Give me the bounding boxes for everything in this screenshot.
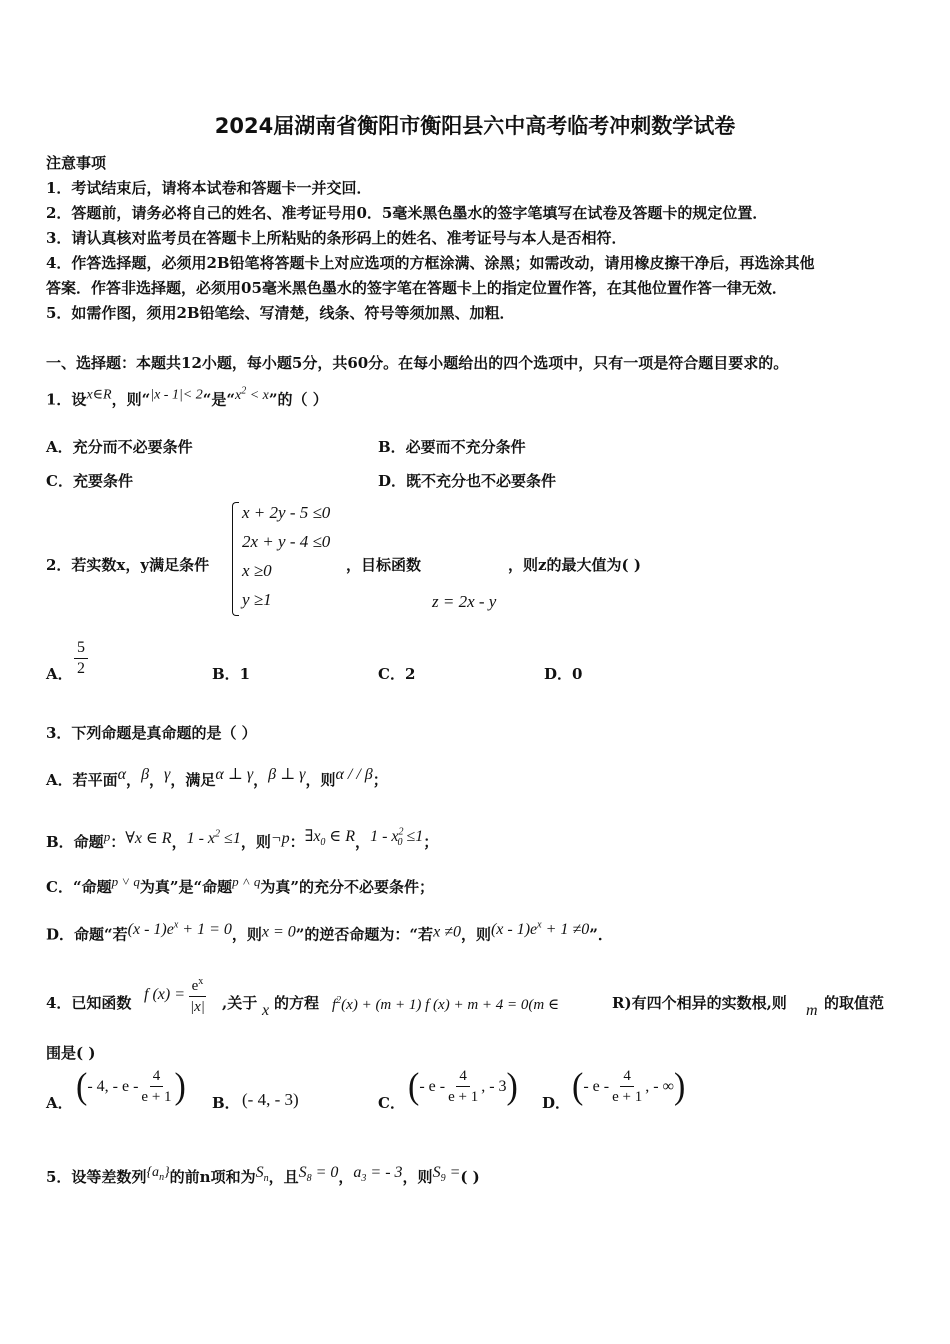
q4-text: 的方程 [274,994,320,1012]
q3c-expr: p ˄ q [232,874,261,889]
q1-mid1: ，则“ [111,390,151,409]
q4a-pre: - 4, - e - [87,1077,139,1095]
q3b-sep: ， [171,833,187,851]
q3b-text: ，则 [240,833,271,851]
q5-a3-sub: 3 [361,1173,367,1185]
q5-s8-val: = 0 [311,1164,339,1181]
q4-option-b: (- 4, - 3) [242,1090,299,1109]
q2-option-c: C．2 [378,665,416,683]
q3b-sep: ， [355,833,371,851]
notice-item: 3．请认真核对监考员在答题卡上所粘贴的条形码上的姓名、准考证号与本人是否相符． [46,229,627,247]
q5-s9: S [432,1164,441,1181]
q4-eq-rest: (x) + (m + 1) f (x) + m + 4 = 0(m ∈ [341,997,560,1013]
q4-option-d-label: D． [542,1094,571,1112]
q4c-post: , - 3 [481,1077,507,1095]
q3b-sep: ： [289,833,305,851]
q3a-sep: ， [149,771,165,789]
q2-system-row: x + 2y - 5 ≤0 [242,503,331,522]
frac-num: 4 [620,1066,634,1087]
q3a-text: ，则 [305,771,336,789]
question-1 [46,385,328,410]
q1-mid2: “是“ [202,390,236,409]
q4-f-num-exp: x [198,976,204,987]
q3c-expr: p ˅ q [111,874,140,889]
q3-option-a [46,764,388,790]
q1-option-d: D．既不充分也不必要条件 [378,472,557,490]
q3a-end: ； [372,771,388,789]
q3c-text: 为真”是“命题 [139,878,233,896]
question-5 [46,1164,480,1187]
q2-system-row: y ≥1 [242,590,272,609]
q5-text: ( ) [460,1168,480,1186]
q1-option-b: B．必要而不充分条件 [378,438,526,456]
q5-s8: S [298,1164,307,1181]
q3a-text: ，满足 [170,771,216,789]
q4-m: m [806,1002,818,1019]
notice-item: 答案．作答非选择题，必须用05毫米黑色墨水的签字笔在答题卡上的指定位置作答，在其他位置作答一律无效． [46,279,787,297]
q5-s-sub: n [263,1173,269,1185]
q5-s: S [255,1164,264,1181]
q1-option-a: A．充分而不必要条件 [46,438,193,456]
q4-text: 围是( ) [46,1044,96,1062]
q3b-s2-rest: ≤1 [220,830,241,847]
q5-s9-val: = [445,1164,461,1181]
q4-option-a: ( - 4, - e - $\frac{4}{e + 1}$ ) [76,1065,186,1107]
q4d-post: , - ∞ [645,1077,674,1095]
q2-system-row: 2x + y - 4 ≤0 [242,532,331,551]
q3b-np: ¬p [270,830,290,847]
frac-den: e + 1 [448,1089,479,1105]
q3a-rel: α ⊥ γ [215,766,254,783]
q3d-exp: x [537,920,542,931]
q5-a3-val: = - 3 [366,1164,403,1181]
q2-prefix: 2．若实数x，y满足条件 [46,556,210,574]
q5-text: 5．设等差数列 [46,1168,147,1186]
q3d-expr: (x - 1)e [127,921,174,939]
q4c-pre: - e - [419,1077,446,1095]
q2-objective: z = 2x - y [432,592,497,611]
notice-item: 5．如需作图，须用2B铅笔绘、写清楚，线条、符号等须加黑、加粗． [46,304,515,322]
q2-suffix: ，则z的最大值为( ) [508,556,641,574]
q5-text: ，则 [402,1168,433,1186]
q4-eq: f [332,997,337,1013]
q5-a3: a [353,1164,362,1181]
q3-stem: 3．下列命题是真命题的是（ ） [46,724,257,742]
section-heading: 一、选择题：本题共12小题，每小题5分，共60分。在每小题给出的四个选项中，只有一项是符合题目要求的。 [46,354,789,372]
q3a-rel: β ⊥ γ [268,766,306,783]
q3b-s3-rest: ∈ R [325,828,356,845]
q3d-expr-rest: + 1 = 0 [178,921,232,939]
q5-text: ， [338,1168,354,1186]
q3b-s2-exp: 2 [215,828,221,840]
q3a-gamma: γ [164,766,171,783]
q3b-s2: 1 - x [186,830,216,847]
q3d-expr-rest: + 1 ≠0 [541,921,590,939]
q3-option-d [46,920,613,944]
q4-f-num: e [191,978,199,994]
q3b-p: p [103,829,111,844]
q4-text: 的取值范 [824,994,885,1012]
q4-equation [332,995,559,1014]
q2-option-a-frac [74,638,88,679]
q3a-alpha: α [117,766,127,783]
q3d-expr: (x - 1)e [490,921,538,939]
q3a-label: A．若平面 [46,771,118,789]
q3d-text: ，则 [460,925,491,944]
q2-system-row: x ≥0 [242,561,272,580]
q3b-s4-rest: ≤1 [402,828,424,845]
q3d-text: ”． [589,925,613,944]
frac-num: 4 [456,1066,470,1087]
q3a-beta: β [141,766,150,783]
q3d-text: ，则 [231,925,262,944]
q4-eq-exp: 2 [336,995,342,1006]
q3a-sep: ， [253,771,269,789]
notice-item: 4．作答选择题，必须用2B铅笔将答题卡上对应选项的方框涂满、涂黑；如需改动，请用橡皮擦干净后，再选涂其他 [46,254,815,272]
q1-expr2-rest: < x [246,387,269,403]
q4-f-den: |x| [190,999,205,1015]
q1-expr2-base: x [235,387,242,403]
q2-option-b: B．1 [212,665,251,683]
q1-cond: x∈R [86,387,112,403]
q3b-end: ； [423,833,439,851]
q3b-s4-sub: 0 [397,837,403,849]
q5-text: 的前n项和为 [169,1168,256,1186]
q4-option-d: ( - e - $\frac{4}{e + 1}$ , - ∞ ) [572,1065,686,1107]
q4-function [144,972,208,1017]
notice-heading: 注意事项 [46,154,107,172]
q4-f-lhs: f (x) = [144,985,185,1003]
q3b-s1: ∀x ∈ R [125,830,172,847]
q3c-text: 为真”的充分不必要条件； [260,878,435,896]
q3b-sep: ： [110,833,126,851]
q2-option-d: D．0 [544,665,583,683]
q3c-text: C．“命题 [46,878,112,896]
q3d-exp: x [173,920,179,931]
q3-option-b [46,826,438,852]
q1-prefix: 1．设 [46,390,87,409]
system-brace [232,502,239,616]
q3d-text: ”的逆否命题为：“若 [295,925,434,944]
q3d-text: D．命题“若 [46,925,128,944]
q3a-sep: ， [126,771,142,789]
q5-s8-sub: 8 [306,1173,312,1185]
q4-option-a-label: A． [46,1094,73,1112]
q1-suffix: ”的（ ） [268,390,328,409]
frac-num: 4 [150,1066,164,1087]
notice-item: 2．答题前，请务必将自己的姓名、准考证号用0．5毫米黑色墨水的签字笔填写在试卷及答题卡的规定位置． [46,204,768,222]
q4-x: x [262,1002,270,1019]
q1-option-c: C．充要条件 [46,472,133,490]
q3b-s3: ∃x [304,828,321,845]
q1-expr1: |x - 1|< 2 [150,387,203,403]
q2-option-a-label: A． [46,665,73,683]
q3b-s4-sup: 2 [398,826,404,838]
frac-den: e + 1 [612,1089,643,1105]
frac-den: e + 1 [141,1089,172,1105]
q3b-label: B．命题 [46,833,104,851]
frac-den: 2 [77,660,85,677]
q3d-expr: x ≠0 [433,923,461,941]
q5-text: ，且 [268,1168,299,1186]
frac-num: 5 [74,638,88,659]
q1-expr2-exp: 2 [241,385,247,396]
q4-option-b-label: B． [212,1094,240,1112]
q4-text: R)有四个相异的实数根,则 [612,994,787,1012]
q3b-s4: 1 - x [370,828,399,845]
q2-mid: ，目标函数 [346,556,422,574]
q4-text: ,关于 [222,994,258,1012]
q4-option-c: ( - e - $\frac{4}{e + 1}$ , - 3 ) [408,1065,518,1107]
q5-seq-sub: n [159,1171,165,1183]
page-title: 2024届湖南省衡阳市衡阳县六中高考临考冲刺数学试卷 [214,114,736,138]
q5-s9-sub: 9 [440,1173,446,1185]
q4d-pre: - e - [583,1077,610,1095]
q3-option-c [46,874,434,897]
q3b-s3-sub: 0 [320,837,326,849]
q4-option-c-label: C． [378,1094,405,1112]
notice-item: 1．考试结束后，请将本试卷和答题卡一并交回． [46,179,372,197]
q4-text: 4．已知函数 [46,994,132,1012]
q5-seq-end: } [164,1165,170,1180]
q5-seq: {a [146,1165,160,1180]
q3a-rel: α / / β [335,766,373,783]
q3d-expr: x = 0 [261,923,296,941]
